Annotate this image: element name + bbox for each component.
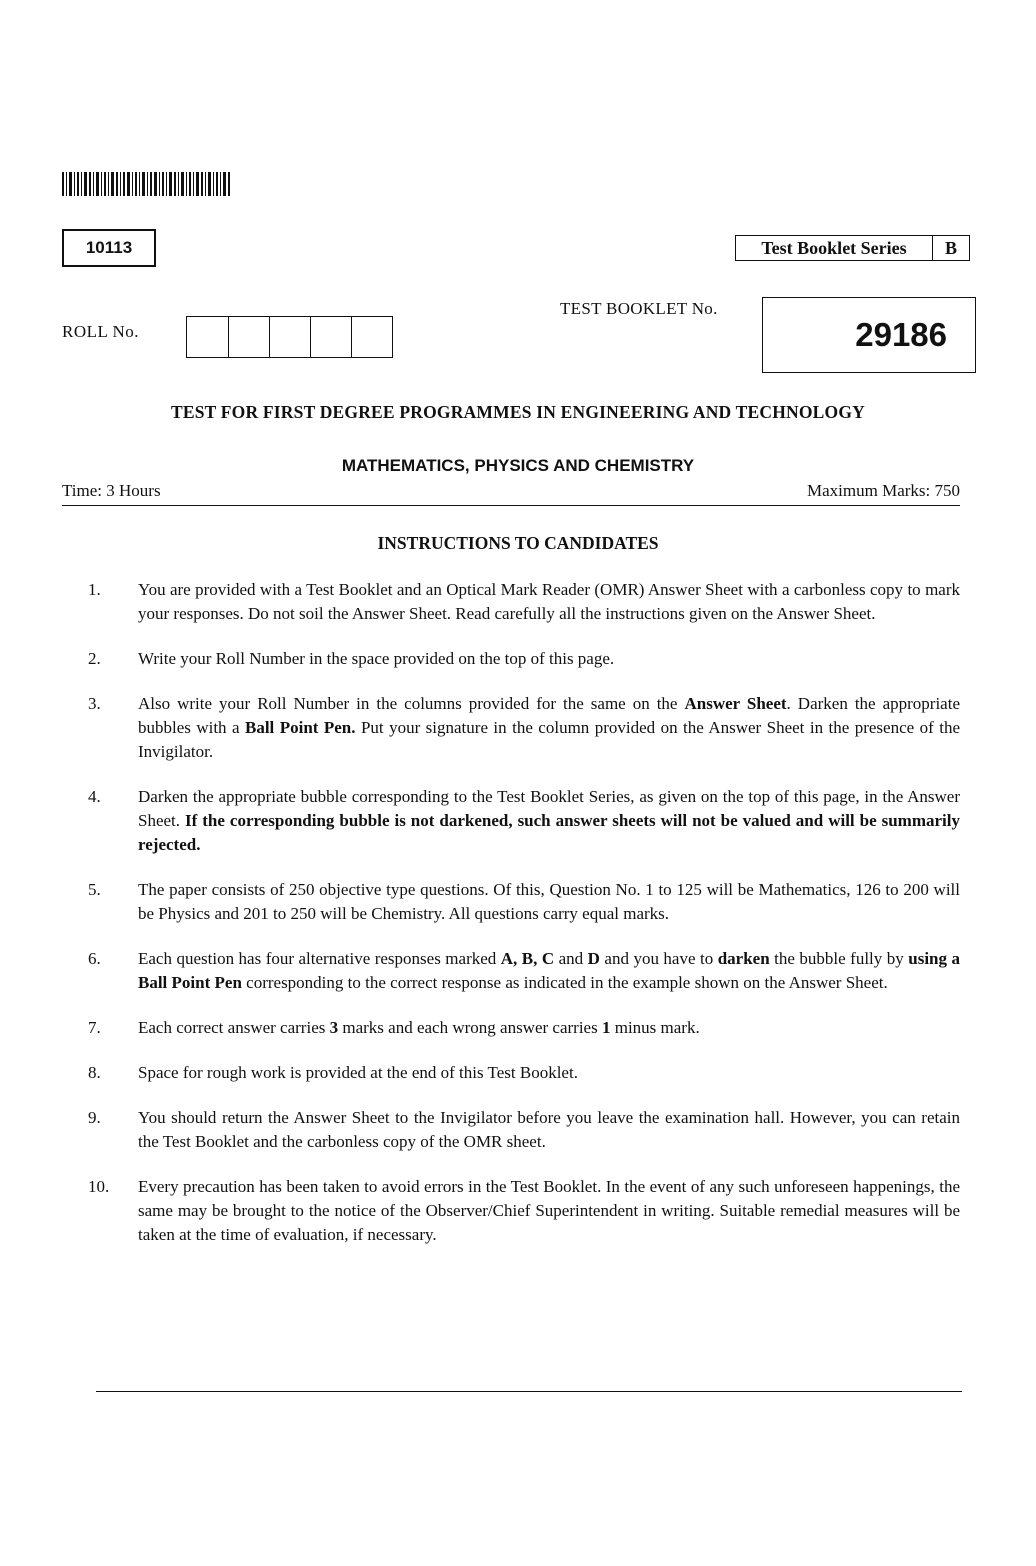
instruction-text-segment: darken bbox=[717, 949, 770, 968]
instruction-item bbox=[88, 578, 960, 626]
maximum-marks: Maximum Marks: 750 bbox=[807, 481, 960, 500]
instruction-text-segment: Ball Point Pen. bbox=[244, 718, 356, 737]
instruction-number: 3. bbox=[88, 694, 101, 713]
instruction-text-segment: You should return the Answer Sheet to the Invigilator before you leave the examination hall. However, you can retain the Test Booklet and the carbonless copy of the OMR sheet. bbox=[138, 1108, 960, 1151]
instruction-number: 5. bbox=[88, 880, 101, 899]
series-label: Test Booklet Series bbox=[736, 236, 933, 260]
instruction-text bbox=[138, 947, 960, 995]
instruction-text-segment: A, B, C bbox=[500, 949, 555, 968]
instruction-number: 8. bbox=[88, 1063, 101, 1082]
instruction-text-segment: D bbox=[587, 949, 600, 968]
instruction-text bbox=[138, 1016, 960, 1040]
instruction-text bbox=[138, 1061, 960, 1085]
roll-number-cell[interactable] bbox=[310, 317, 351, 357]
instruction-text-segment: The paper consists of 250 objective type questions. Of this, Question No. 1 to 125 will be Mathematics, 126 to 200 will be Physics and 201 to 250 will be Chemistry. All questions carry equal marks. bbox=[138, 880, 960, 923]
header-divider bbox=[62, 505, 960, 506]
roll-number-boxes bbox=[186, 316, 393, 358]
barcode bbox=[62, 172, 230, 196]
instruction-item bbox=[88, 785, 960, 857]
instruction-text bbox=[138, 578, 960, 626]
instruction-text bbox=[138, 647, 960, 671]
exam-title: TEST FOR FIRST DEGREE PROGRAMMES IN ENGINEERING AND TECHNOLOGY bbox=[170, 402, 866, 422]
instruction-text-segment: If the corresponding bubble is not darkened, such answer sheets will not be valued and will be summarily rejected. bbox=[138, 811, 960, 854]
footer-divider bbox=[96, 1391, 962, 1392]
instruction-text-segment: Darken the appropriate bubble corresponding to the Test Booklet Series, as given on the top of this page, in the Answer Sheet. bbox=[138, 787, 960, 830]
instruction-item bbox=[88, 692, 960, 764]
instruction-number: 2. bbox=[88, 649, 101, 668]
instruction-text-segment: marks and each wrong answer carries bbox=[338, 1018, 602, 1037]
instruction-text-segment: and bbox=[554, 949, 588, 968]
instruction-text bbox=[138, 785, 960, 857]
instruction-item bbox=[88, 1016, 960, 1040]
roll-number-cell[interactable] bbox=[187, 317, 228, 357]
instruction-text-segment: Write your Roll Number in the space provided on the top of this page. bbox=[138, 649, 615, 668]
instruction-number: 7. bbox=[88, 1018, 101, 1037]
instruction-text bbox=[138, 1106, 960, 1154]
instruction-item bbox=[88, 1061, 960, 1085]
instruction-item bbox=[88, 947, 960, 995]
instruction-text-segment: 1 bbox=[601, 1018, 611, 1037]
instruction-text-segment: . Darken the appropriate bubbles with a bbox=[138, 694, 960, 737]
instruction-number: 10. bbox=[88, 1177, 110, 1196]
instruction-number: 9. bbox=[88, 1108, 101, 1127]
instruction-number: 1. bbox=[88, 580, 101, 599]
test-booklet-number-box bbox=[762, 297, 976, 373]
instruction-text-segment: 3 bbox=[329, 1018, 339, 1037]
test-booklet-series-box bbox=[735, 235, 970, 261]
roll-number-cell[interactable] bbox=[228, 317, 269, 357]
instruction-text-segment: the bubble fully by bbox=[769, 949, 909, 968]
instruction-item bbox=[88, 1106, 960, 1154]
instruction-text-segment: Every precaution has been taken to avoid errors in the Test Booklet. In the event of any such unforeseen happenings, the same may be brought to the notice of the Observer/Chief Superintendent in writing. Suitable remedial measures will be taken at the time of evaluation, if necessary. bbox=[138, 1177, 960, 1244]
instruction-text-segment: minus mark. bbox=[610, 1018, 700, 1037]
instruction-text-segment: and you have to bbox=[599, 949, 718, 968]
instruction-text-segment: Put your signature in the column provided on the Answer Sheet in the presence of the Invigilator. bbox=[138, 718, 960, 761]
paper-code: 10113 bbox=[85, 238, 133, 257]
roll-number-label: ROLL No. bbox=[62, 322, 140, 341]
instructions-heading: INSTRUCTIONS TO CANDIDATES bbox=[377, 533, 659, 553]
series-value: B bbox=[944, 237, 957, 258]
instruction-text bbox=[138, 1175, 960, 1247]
instruction-text-segment: You are provided with a Test Booklet and an Optical Mark Reader (OMR) Answer Sheet with a carbonless copy to mark your responses. Do not soil the Answer Sheet. Read carefully all the instructions given on the Answer Sheet. bbox=[138, 580, 960, 623]
instruction-number: 4. bbox=[88, 787, 101, 806]
exam-time: Time: 3 Hours bbox=[62, 481, 161, 500]
paper-code-box bbox=[62, 229, 156, 267]
instruction-text-segment: Each correct answer carries bbox=[138, 1018, 330, 1037]
instructions-list bbox=[88, 578, 960, 1268]
instruction-text bbox=[138, 692, 960, 764]
test-booklet-number: 29186 bbox=[855, 316, 947, 353]
instruction-text-segment: Also write your Roll Number in the columns provided for the same on the bbox=[138, 694, 685, 713]
instruction-item bbox=[88, 878, 960, 926]
instruction-text-segment: Answer Sheet bbox=[684, 694, 787, 713]
instruction-text bbox=[138, 878, 960, 926]
instruction-number: 6. bbox=[88, 949, 101, 968]
instruction-text-segment: Space for rough work is provided at the end of this Test Booklet. bbox=[138, 1063, 578, 1082]
instruction-item bbox=[88, 647, 960, 671]
roll-number-cell[interactable] bbox=[269, 317, 310, 357]
test-booklet-number-label: TEST BOOKLET No. bbox=[560, 299, 718, 318]
exam-subjects: MATHEMATICS, PHYSICS AND CHEMISTRY bbox=[341, 456, 695, 475]
roll-number-cell[interactable] bbox=[351, 317, 392, 357]
instruction-text-segment: Each question has four alternative responses marked bbox=[138, 949, 501, 968]
instruction-text-segment: using a Ball Point Pen bbox=[138, 949, 960, 992]
instruction-text-segment: corresponding to the correct response as indicated in the example shown on the Answer Sheet. bbox=[241, 973, 888, 992]
instruction-item bbox=[88, 1175, 960, 1247]
